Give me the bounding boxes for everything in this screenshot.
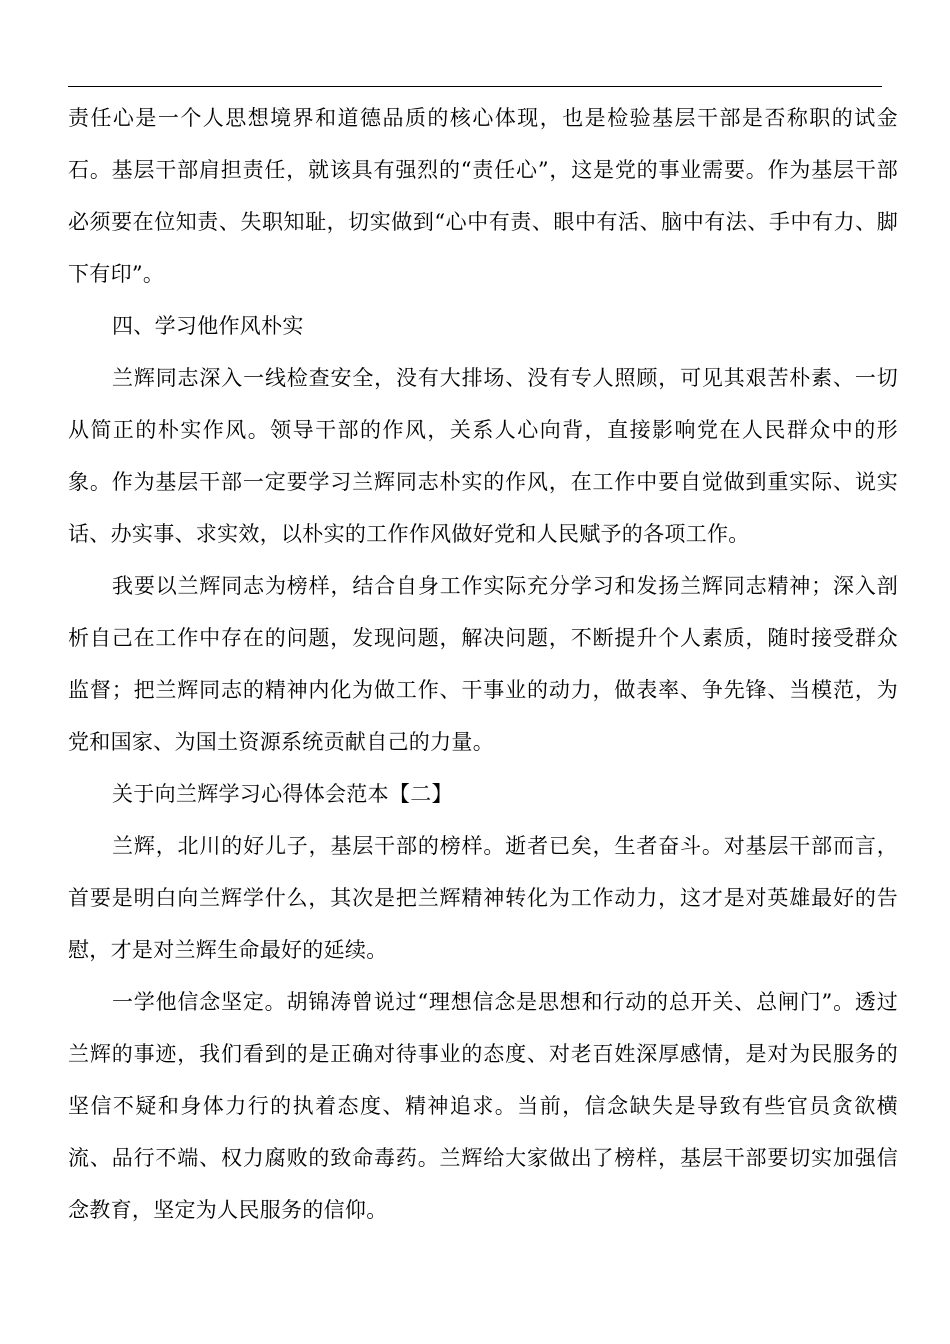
paragraph-5: 一学他信念坚定。胡锦涛曾说过“理想信念是思想和行动的总开关、总闸门”。透过兰辉的事迹，我们看到的是正确对待事业的态度、对老百姓深厚感情，是对为民服务的坚信不疑和身体力行的执着态度、精神追求。当前，信念缺失是导致有些官员贪欲横流、品行不端、权力腐败的致命毒药。兰辉给大家做出了榜样，基层干部要切实加强信念教育，坚定为人民服务的信仰。: [68, 990, 898, 1222]
paragraph-1: 责任心是一个人思想境界和道德品质的核心体现，也是检验基层干部是否称职的试金石。基层干部肩担责任，就该具有强烈的“责任心”，这是党的事业需要。作为基层干部必须要在位知责、失职知耻，切实做到“心中有责、眼中有活、脑中有法、手中有力、脚下有印”。: [68, 106, 898, 286]
section-heading-4: 四、学习他作风朴实: [112, 314, 304, 338]
paragraph-2: 兰辉同志深入一线检查安全，没有大排场、没有专人照顾，可见其艰苦朴素、一切从简正的朴实作风。领导干部的作风，关系人心向背，直接影响党在人民群众中的形象。作为基层干部一定要学习兰辉同志朴实的作风，在工作中要自觉做到重实际、说实话、办实事、求实效，以朴实的工作作风做好党和人民赋予的各项工作。: [68, 366, 898, 546]
document-body: [68, 92, 898, 1236]
article-title-2: 关于向兰辉学习心得体会范本【二】: [112, 782, 453, 806]
paragraph-4: 兰辉，北川的好儿子，基层干部的榜样。逝者已矣，生者奋斗。对基层干部而言，首要是明白向兰辉学什么，其次是把兰辉精神转化为工作动力，这才是对英雄最好的告慰，才是对兰辉生命最好的延续。: [68, 834, 898, 962]
header-rule: [68, 86, 882, 87]
paragraph-3: 我要以兰辉同志为榜样，结合自身工作实际充分学习和发扬兰辉同志精神；深入剖析自己在工作中存在的问题，发现问题，解决问题，不断提升个人素质，随时接受群众监督；把兰辉同志的精神内化为做工作、干事业的动力，做表率、争先锋、当模范，为党和国家、为国土资源系统贡献自己的力量。: [68, 574, 898, 754]
